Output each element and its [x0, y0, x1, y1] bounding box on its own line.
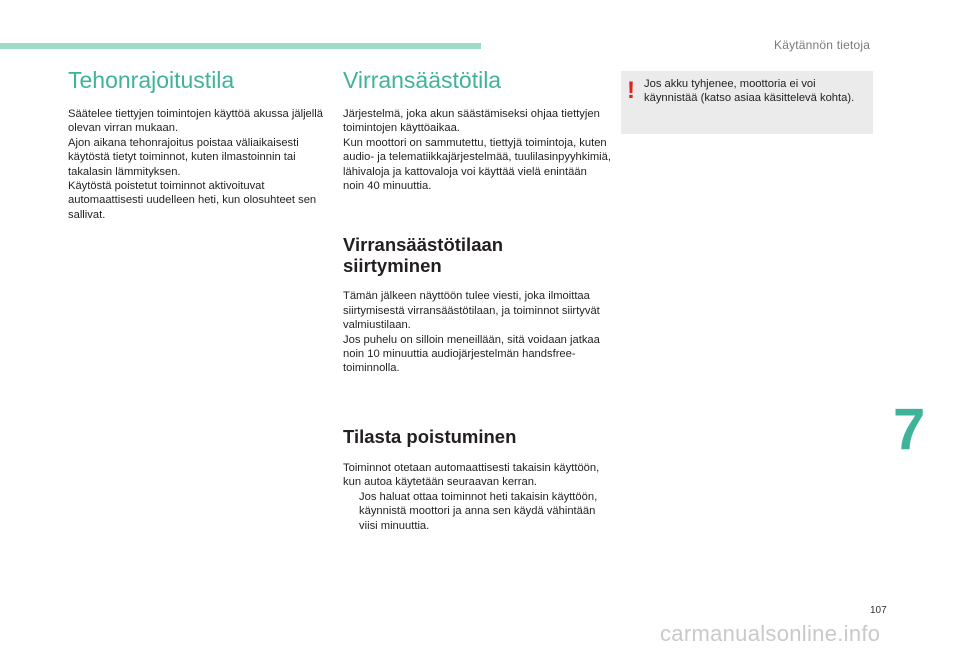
paragraph: Toiminnot otetaan automaattisesti takaisin käyttöön, kun autoa käytetään seuraavan kerran. — [343, 461, 600, 489]
warning-box — [621, 71, 873, 134]
bullet-text: Jos haluat ottaa toiminnot heti takaisin käyttöön, käynnistä moottori ja anna sen käydä vähintään viisi minuuttia. — [359, 490, 598, 532]
column-left — [68, 66, 330, 222]
paragraph: Käytöstä poistetut toiminnot aktivoituvat automaattisesti uudelleen heti, kun olosuhteet sen sallivat. — [68, 180, 317, 221]
paragraph: Järjestelmä, joka akun säästämiseksi ohjaa tiettyjen toimintojen käyttöaikaa. — [343, 108, 600, 135]
paragraph: Tämän jälkeen näyttöön tulee viesti, joka ilmoittaa siirtymisestä virransäästötilaan, ja toiminnot siirtyvät valmiustilaan. — [343, 290, 600, 332]
heading-virransaastotilaan-siirtyminen — [343, 234, 611, 276]
bullet-mark-icon — [343, 490, 359, 533]
page-number: 107 — [870, 605, 887, 616]
warning-icon: ! — [627, 77, 635, 104]
warning-text: Jos akku tyhjenee, moottoria ei voi käynnistää (katso asiaa käsittelevä kohta). — [644, 78, 855, 105]
paragraph: Säätelee tiettyjen toimintojen käyttöä akussa jäljellä olevan virran mukaan. — [68, 108, 323, 135]
heading-line: Virransäästötilaan — [343, 234, 504, 256]
watermark: carmanualsonline.info — [660, 621, 881, 646]
heading-virransaastotila: Virransäästötila — [343, 67, 502, 93]
heading-tilasta-poistuminen: Tilasta poistuminen — [343, 425, 517, 447]
bullet-item — [343, 490, 611, 533]
paragraph: Kun moottori on sammutettu, tiettyjä toimintoja, kuten audio- ja telematiikkajärjestelmää, tuulilasinpyyhkimiä, lähivaloja ja kattovaloja voi käyttää vielä enintään noin 40 minuuttia. — [343, 136, 611, 193]
heading-tehonrajoitustila: Tehonrajoitustila — [68, 67, 235, 93]
column-middle — [343, 66, 611, 533]
section-title: Käytännön tietoja — [774, 38, 871, 52]
chapter-number: 7 — [893, 397, 926, 462]
header-accent-bar — [0, 43, 481, 49]
paragraph: Jos puhelu on silloin meneillään, sitä voidaan jatkaa noin 10 minuuttia audiojärjestelmän handsfree-toiminnolla. — [343, 333, 600, 375]
heading-line: siirtyminen — [343, 255, 442, 277]
paragraph: Ajon aikana tehonrajoitus poistaa väliaikaisesti käytöstä tietyt toiminnot, kuten ilmastoinnin tai takalasin lämmityksen. — [68, 136, 299, 178]
